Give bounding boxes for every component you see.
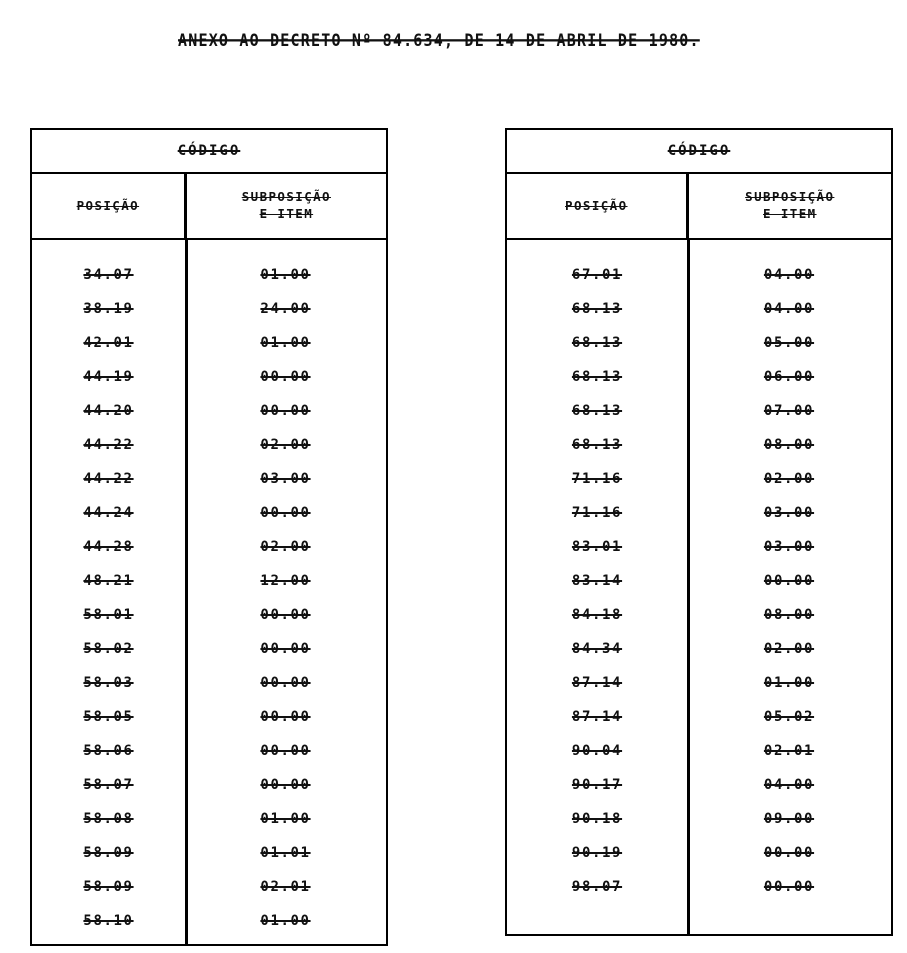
cell-posicao xyxy=(32,700,185,734)
cell-posicao xyxy=(32,496,185,530)
cell-subposicao-value: 02.00 xyxy=(260,437,311,453)
cell-posicao xyxy=(32,598,185,632)
cell-subposicao-value: 00.00 xyxy=(763,879,815,895)
cell-posicao-value: 58.05 xyxy=(83,709,134,725)
table-row xyxy=(32,700,386,734)
cell-subposicao xyxy=(185,904,386,938)
table-row xyxy=(32,360,386,394)
cell-posicao-value: 83.01 xyxy=(571,539,623,555)
cell-posicao-value: 98.07 xyxy=(571,879,623,895)
table-row xyxy=(32,802,386,836)
cell-posicao xyxy=(507,428,687,462)
cell-posicao xyxy=(32,632,185,666)
cell-posicao-value: 44.20 xyxy=(83,403,134,419)
table-row xyxy=(32,734,386,768)
cell-subposicao xyxy=(185,258,386,292)
cell-subposicao xyxy=(687,394,891,428)
table-row xyxy=(32,632,386,666)
cell-posicao xyxy=(507,768,687,802)
cell-subposicao-value: 02.01 xyxy=(763,743,815,759)
table-row xyxy=(507,292,891,326)
cell-subposicao-value: 00.00 xyxy=(260,505,311,521)
cell-posicao xyxy=(507,258,687,292)
column-header-posicao xyxy=(32,174,187,238)
cell-posicao xyxy=(32,870,185,904)
cell-posicao xyxy=(32,904,185,938)
cell-subposicao-value: 04.00 xyxy=(763,301,815,317)
table-header-codigo: CÓDIGO xyxy=(32,130,386,174)
cell-posicao xyxy=(32,564,185,598)
cell-posicao xyxy=(32,428,185,462)
table-row xyxy=(507,564,891,598)
cell-subposicao-value: 01.00 xyxy=(763,675,815,691)
table-row xyxy=(507,394,891,428)
cell-subposicao-value: 01.00 xyxy=(260,811,311,827)
cell-posicao xyxy=(32,462,185,496)
cell-subposicao xyxy=(185,360,386,394)
cell-posicao xyxy=(507,496,687,530)
cell-subposicao-value: 02.00 xyxy=(260,539,311,555)
cell-posicao-value: 44.24 xyxy=(83,505,134,521)
cell-subposicao xyxy=(185,394,386,428)
table-header-codigo: CÓDIGO xyxy=(507,130,891,174)
cell-posicao xyxy=(507,700,687,734)
cell-subposicao xyxy=(687,564,891,598)
table-row xyxy=(507,258,891,292)
cell-subposicao xyxy=(185,326,386,360)
cell-subposicao-value: 03.00 xyxy=(260,471,311,487)
cell-subposicao xyxy=(185,700,386,734)
cell-posicao xyxy=(507,530,687,564)
cell-subposicao-value: 00.00 xyxy=(260,675,311,691)
table-row xyxy=(32,258,386,292)
table-row xyxy=(507,496,891,530)
cell-posicao-value: 90.19 xyxy=(571,845,623,861)
cell-subposicao-value: 08.00 xyxy=(763,437,815,453)
cell-subposicao-value: 04.00 xyxy=(763,777,815,793)
cell-subposicao-value: 02.00 xyxy=(763,471,815,487)
table-row xyxy=(32,598,386,632)
cell-subposicao-value: 01.00 xyxy=(260,335,311,351)
cell-subposicao xyxy=(185,734,386,768)
cell-posicao-value: 90.17 xyxy=(571,777,623,793)
cell-subposicao xyxy=(185,836,386,870)
cell-subposicao xyxy=(687,428,891,462)
cell-subposicao xyxy=(687,496,891,530)
cell-posicao-value: 68.13 xyxy=(571,335,623,351)
table-body-right xyxy=(507,240,891,904)
document-title: ANEXO AO DECRETO Nº 84.634, DE 14 DE ABRIL DE 1980. xyxy=(178,30,700,51)
cell-subposicao xyxy=(185,802,386,836)
table-row xyxy=(32,564,386,598)
cell-posicao-value: 83.14 xyxy=(571,573,623,589)
cell-subposicao xyxy=(687,462,891,496)
cell-posicao-value: 58.06 xyxy=(83,743,134,759)
cell-subposicao-value: 00.00 xyxy=(260,369,311,385)
cell-subposicao xyxy=(687,666,891,700)
cell-subposicao xyxy=(687,632,891,666)
cell-posicao xyxy=(32,292,185,326)
cell-posicao xyxy=(507,666,687,700)
table-row xyxy=(507,598,891,632)
cell-subposicao xyxy=(185,768,386,802)
cell-subposicao-value: 12.00 xyxy=(260,573,311,589)
cell-subposicao xyxy=(185,496,386,530)
cell-subposicao xyxy=(185,598,386,632)
cell-subposicao xyxy=(687,768,891,802)
cell-subposicao-value: 06.00 xyxy=(763,369,815,385)
cell-posicao xyxy=(32,326,185,360)
cell-subposicao-value: 04.00 xyxy=(763,267,815,283)
table-row xyxy=(507,666,891,700)
cell-subposicao-value: 03.00 xyxy=(763,539,815,555)
cell-posicao xyxy=(507,734,687,768)
cell-subposicao-value: 02.00 xyxy=(763,641,815,657)
cell-posicao-value: 68.13 xyxy=(571,437,623,453)
cell-posicao-value: 68.13 xyxy=(571,301,623,317)
cell-posicao xyxy=(32,802,185,836)
cell-subposicao-value: 07.00 xyxy=(763,403,815,419)
cell-subposicao-value: 00.00 xyxy=(763,845,815,861)
cell-posicao xyxy=(32,360,185,394)
cell-posicao-value: 44.19 xyxy=(83,369,134,385)
table-row xyxy=(32,462,386,496)
table-row xyxy=(507,700,891,734)
table-row xyxy=(507,870,891,904)
cell-posicao xyxy=(507,632,687,666)
cell-posicao-value: 44.22 xyxy=(83,437,134,453)
column-header-posicao-label: POSIÇÃO xyxy=(565,197,628,213)
column-header-subposicao-item xyxy=(187,174,386,238)
cell-subposicao xyxy=(687,326,891,360)
cell-posicao-value: 58.09 xyxy=(83,845,134,861)
cell-subposicao-value: 00.00 xyxy=(260,709,311,725)
column-divider xyxy=(185,238,188,944)
cell-subposicao-value: 05.00 xyxy=(763,335,815,351)
table-row xyxy=(32,394,386,428)
cell-subposicao-value: 00.00 xyxy=(260,607,311,623)
cell-subposicao xyxy=(687,836,891,870)
cell-posicao xyxy=(32,836,185,870)
cell-posicao-value: 48.21 xyxy=(83,573,134,589)
cell-posicao xyxy=(507,598,687,632)
cell-subposicao-value: 03.00 xyxy=(763,505,815,521)
table-row xyxy=(507,802,891,836)
table-row xyxy=(507,428,891,462)
cell-subposicao xyxy=(185,564,386,598)
cell-posicao-value: 84.18 xyxy=(571,607,623,623)
cell-subposicao-value: 05.02 xyxy=(763,709,815,725)
cell-subposicao xyxy=(185,666,386,700)
cell-posicao xyxy=(32,734,185,768)
cell-posicao-value: 84.34 xyxy=(571,641,623,657)
cell-subposicao xyxy=(185,632,386,666)
cell-subposicao xyxy=(687,734,891,768)
table-row xyxy=(507,836,891,870)
cell-subposicao xyxy=(185,462,386,496)
column-header-subposicao-line1: SUBPOSIÇÃO xyxy=(745,189,835,205)
cell-subposicao xyxy=(185,428,386,462)
cell-posicao-value: 58.03 xyxy=(83,675,134,691)
column-header-posicao xyxy=(507,174,689,238)
cell-posicao xyxy=(32,666,185,700)
cell-posicao xyxy=(507,462,687,496)
column-header-subposicao-item xyxy=(689,174,891,238)
cell-posicao xyxy=(32,258,185,292)
cell-subposicao xyxy=(185,870,386,904)
cell-posicao xyxy=(507,870,687,904)
cell-posicao-value: 58.09 xyxy=(83,879,134,895)
table-row xyxy=(32,496,386,530)
table-row xyxy=(507,734,891,768)
cell-posicao-value: 58.01 xyxy=(83,607,134,623)
cell-subposicao-value: 00.00 xyxy=(763,573,815,589)
cell-posicao xyxy=(507,360,687,394)
cell-subposicao xyxy=(687,258,891,292)
cell-posicao-value: 71.16 xyxy=(571,505,623,521)
cell-posicao-value: 58.08 xyxy=(83,811,134,827)
cell-posicao xyxy=(32,768,185,802)
table-row xyxy=(507,462,891,496)
cell-subposicao-value: 02.01 xyxy=(260,879,311,895)
cell-subposicao-value: 01.00 xyxy=(260,913,311,929)
cell-subposicao xyxy=(687,360,891,394)
table-row xyxy=(507,326,891,360)
cell-posicao xyxy=(507,292,687,326)
cell-subposicao-value: 01.01 xyxy=(260,845,311,861)
cell-subposicao-value: 09.00 xyxy=(763,811,815,827)
table-row xyxy=(32,904,386,938)
cell-subposicao-value: 01.00 xyxy=(260,267,311,283)
table-column-headers xyxy=(32,174,386,240)
column-header-subposicao-line2: E ITEM xyxy=(763,206,817,221)
cell-posicao xyxy=(507,802,687,836)
cell-posicao-value: 90.18 xyxy=(571,811,623,827)
cell-subposicao-value: 08.00 xyxy=(763,607,815,623)
cell-posicao-value: 44.22 xyxy=(83,471,134,487)
codigo-table-right xyxy=(505,128,893,936)
cell-posicao-value: 68.13 xyxy=(571,369,623,385)
cell-subposicao xyxy=(687,598,891,632)
cell-subposicao xyxy=(185,530,386,564)
cell-posicao-value: 67.01 xyxy=(571,267,623,283)
cell-posicao xyxy=(507,564,687,598)
column-header-posicao-label: POSIÇÃO xyxy=(76,197,140,213)
cell-posicao-value: 87.14 xyxy=(571,709,623,725)
cell-posicao-value: 87.14 xyxy=(571,675,623,691)
cell-posicao xyxy=(507,394,687,428)
cell-subposicao-value: 24.00 xyxy=(260,301,311,317)
cell-subposicao-value: 00.00 xyxy=(260,777,311,793)
cell-posicao-value: 58.10 xyxy=(83,913,134,929)
table-row xyxy=(507,768,891,802)
column-header-subposicao-line1: SUBPOSIÇÃO xyxy=(241,189,331,205)
cell-posicao xyxy=(507,836,687,870)
table-row xyxy=(32,292,386,326)
table-row xyxy=(32,870,386,904)
table-column-headers xyxy=(507,174,891,240)
cell-posicao-value: 58.07 xyxy=(83,777,134,793)
cell-subposicao-value: 00.00 xyxy=(260,743,311,759)
cell-posicao-value: 34.07 xyxy=(83,267,134,283)
table-body-left xyxy=(32,240,386,938)
cell-posicao xyxy=(32,530,185,564)
cell-subposicao-value: 00.00 xyxy=(260,641,311,657)
cell-subposicao-value: 00.00 xyxy=(260,403,311,419)
cell-posicao-value: 71.16 xyxy=(571,471,623,487)
table-row xyxy=(32,768,386,802)
cell-posicao-value: 42.01 xyxy=(83,335,134,351)
table-row xyxy=(507,530,891,564)
cell-subposicao xyxy=(185,292,386,326)
table-row xyxy=(32,666,386,700)
cell-posicao-value: 58.02 xyxy=(83,641,134,657)
table-row xyxy=(32,836,386,870)
table-row xyxy=(32,326,386,360)
cell-posicao-value: 90.04 xyxy=(571,743,623,759)
cell-subposicao xyxy=(687,700,891,734)
table-row xyxy=(32,530,386,564)
cell-posicao xyxy=(507,326,687,360)
cell-posicao-value: 68.13 xyxy=(571,403,623,419)
cell-subposicao xyxy=(687,870,891,904)
codigo-table-left xyxy=(30,128,388,946)
cell-posicao-value: 38.19 xyxy=(83,301,134,317)
column-divider xyxy=(687,238,690,934)
table-row xyxy=(507,632,891,666)
cell-posicao xyxy=(32,394,185,428)
cell-posicao-value: 44.28 xyxy=(83,539,134,555)
cell-subposicao xyxy=(687,292,891,326)
column-header-subposicao-line2: E ITEM xyxy=(259,206,314,221)
table-row xyxy=(32,428,386,462)
cell-subposicao xyxy=(687,530,891,564)
table-row xyxy=(507,360,891,394)
cell-subposicao xyxy=(687,802,891,836)
